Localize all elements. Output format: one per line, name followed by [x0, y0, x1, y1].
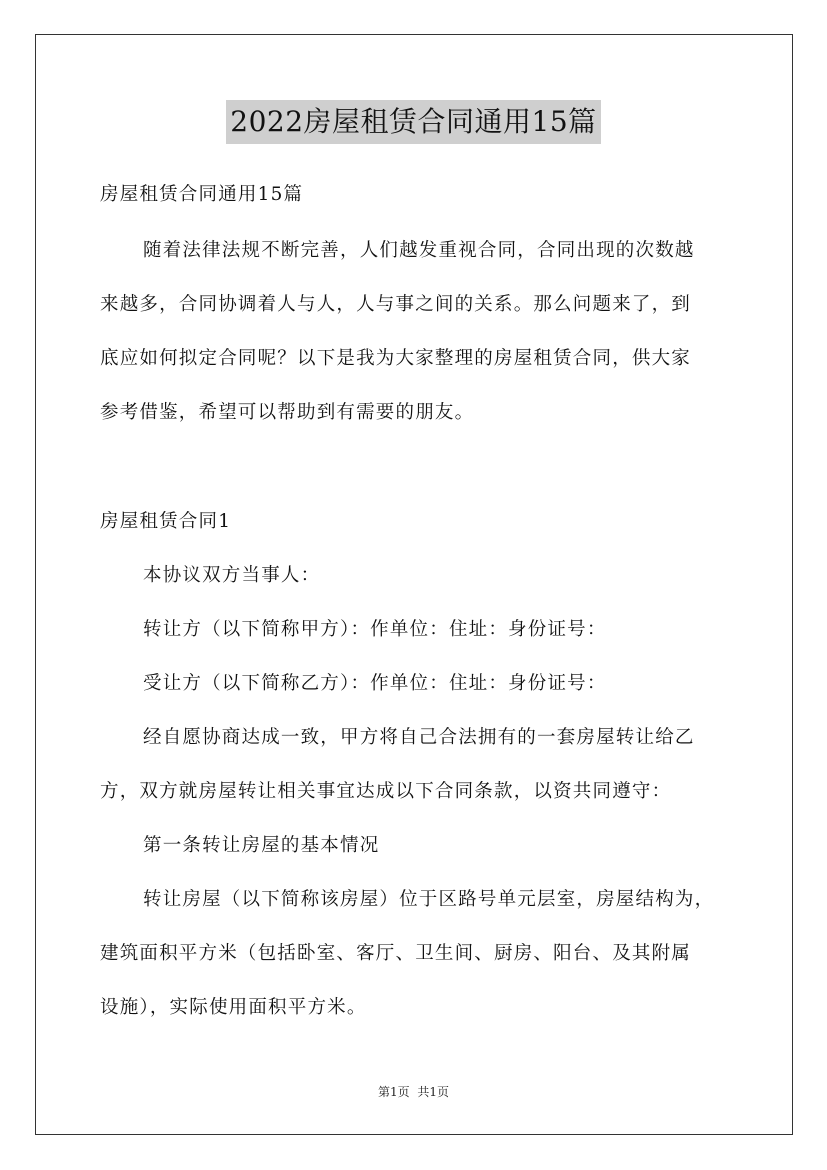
intro-line-2: 来越多，合同协调着人与人，人与事之间的关系。那么问题来了，到 [100, 294, 692, 315]
contract-heading: 房屋租赁合同1 [100, 511, 232, 532]
article1-line-3: 设施），实际使用面积平方米。 [100, 997, 367, 1018]
article1-heading: 第一条转让房屋的基本情况 [143, 835, 380, 856]
page-number: 第1页 [377, 1085, 410, 1099]
intro-line-4: 参考借鉴，希望可以帮助到有需要的朋友。 [100, 402, 475, 423]
agreement-line-2: 方，双方就房屋转让相关事宜达成以下合同条款，以资共同遵守： [100, 781, 672, 802]
intro-line-3: 底应如何拟定合同呢？以下是我为大家整理的房屋租赁合同，供大家 [100, 348, 692, 369]
subtitle: 房屋租赁合同通用15篇 [100, 184, 304, 205]
party-b-line: 受让方（以下简称乙方）：作单位：住址：身份证号： [143, 673, 607, 694]
article1-line-2: 建筑面积平方米（包括卧室、客厅、卫生间、厨房、阳台、及其附属 [100, 943, 692, 964]
document-title: 2022房屋租赁合同通用15篇 [226, 100, 600, 144]
parties-heading: 本协议双方当事人： [143, 565, 321, 586]
page-total: 共1页 [417, 1085, 450, 1099]
agreement-line-1: 经自愿协商达成一致，甲方将自己合法拥有的一套房屋转让给乙 [143, 727, 695, 748]
title-container [0, 100, 827, 144]
article1-line-1: 转让房屋（以下简称该房屋）位于区路号单元层室，房屋结构为， [143, 889, 715, 910]
intro-line-1: 随着法律法规不断完善，人们越发重视合同，合同出现的次数越 [143, 240, 695, 261]
page-footer [0, 1083, 827, 1100]
party-a-line: 转让方（以下简称甲方）：作单位：住址：身份证号： [143, 619, 607, 640]
